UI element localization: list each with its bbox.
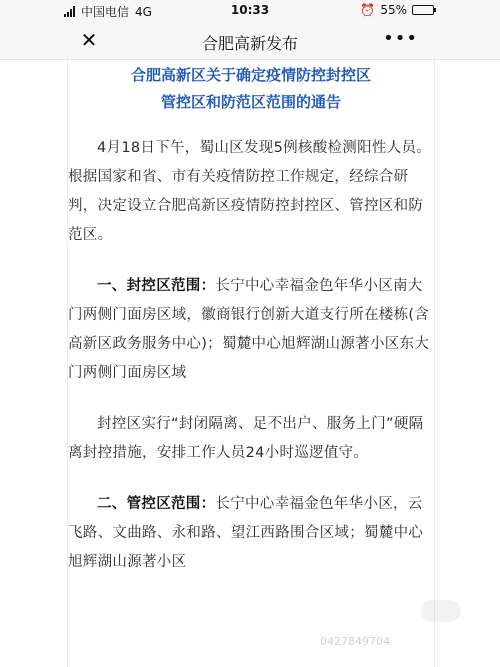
nav-bar: [0, 22, 500, 60]
more-icon[interactable]: •••: [383, 28, 418, 49]
paragraph-control-zone: [68, 490, 434, 577]
status-time: 10:33: [230, 3, 270, 17]
status-bar: [0, 0, 500, 22]
lockdown-zone-label: 一、封控区范围：: [97, 278, 216, 294]
content-edge-right: [434, 60, 435, 667]
close-icon[interactable]: ✕: [80, 28, 98, 52]
page-title: 合肥高新发布: [201, 34, 298, 53]
status-right: [360, 3, 434, 17]
control-zone-label: 二、管控区范围：: [97, 496, 216, 512]
article-content[interactable]: [68, 60, 434, 667]
notice-title-line1: 合肥高新区关于确定疫情防控封控区: [130, 66, 371, 84]
network-label: 4G: [135, 4, 152, 19]
lockdown-zone-text: 长宁中心幸福金色年华小区南大门两侧门面房区域，徽商银行创新大道支行所在楼栋(含高新区政务服务中心)；蜀麓中心旭辉湖山源著小区东大门两侧门面房区域: [68, 278, 430, 381]
control-zone-text: 长宁中心幸福金色年华小区，云飞路、文曲路、永和路、望江西路围合区域；蜀麓中心旭辉湖山源著小区: [68, 496, 424, 570]
paragraph-intro: 4月18日下午，蜀山区发现5例核酸检测阳性人员。根据国家和省、市有关疫情防控工作规定，经综合研判，决定设立合肥高新区疫情防控封控区、管控区和防范区。: [68, 140, 432, 243]
paragraph-lockdown-zone: [68, 272, 434, 388]
notice-title: [68, 62, 434, 116]
battery-percent: 55%: [380, 3, 407, 17]
carrier-label: 中国电信: [81, 5, 130, 19]
watermark-logo: [421, 600, 461, 622]
alarm-icon: ⏰: [360, 3, 376, 17]
notice-title-line2: 管控区和防范区范围的通告: [160, 93, 341, 111]
battery-icon: [412, 5, 434, 15]
watermark-text: 0427849704: [320, 635, 390, 648]
paragraph-lockdown-measures: 封控区实行“封闭隔离、足不出户、服务上门”硬隔离封控措施，安排工作人员24小时巡逻值守。: [68, 416, 424, 461]
